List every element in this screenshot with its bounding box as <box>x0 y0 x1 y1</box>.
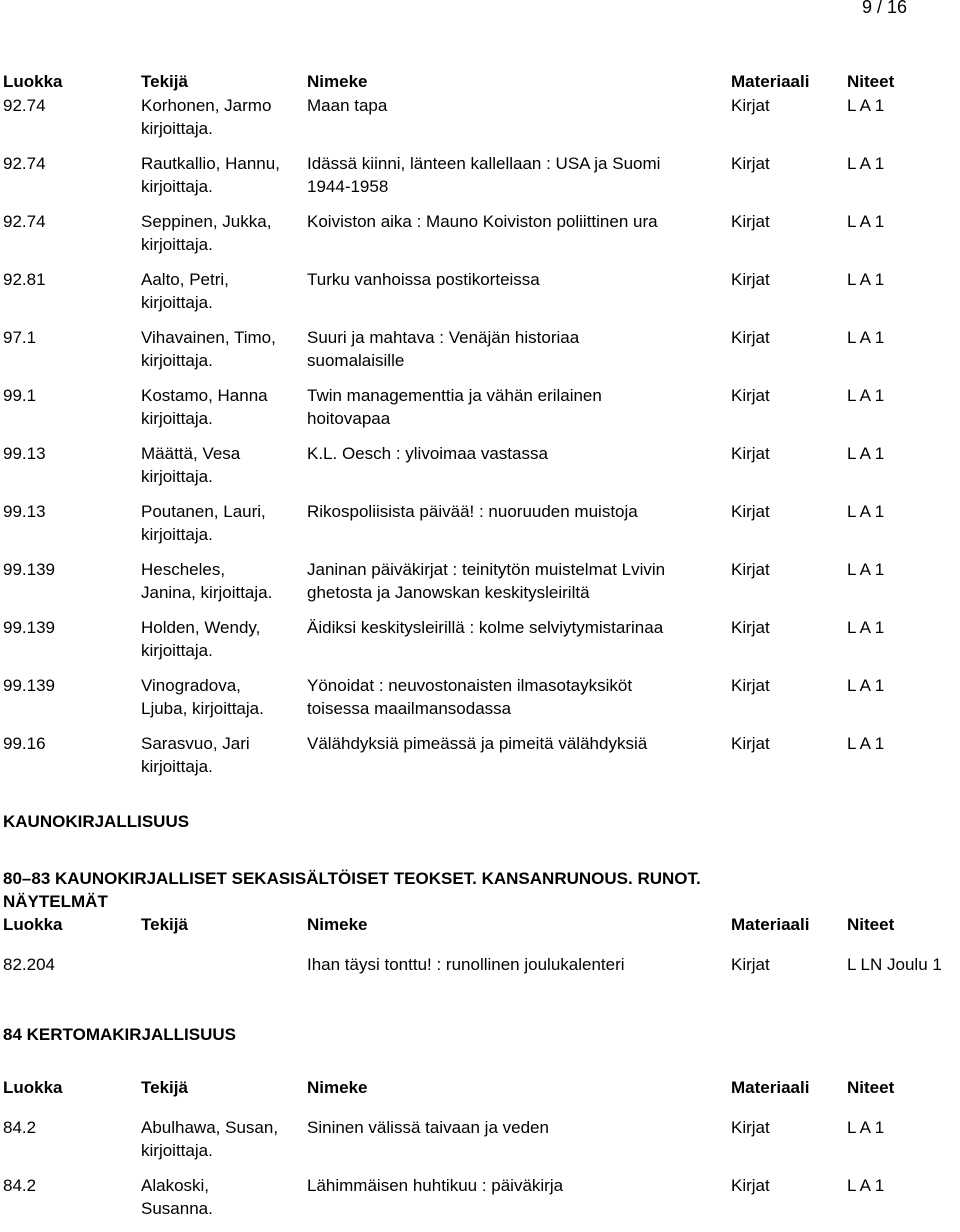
cell-tekija-tekija1: Aalto, Petri, <box>141 270 229 289</box>
cell-tekija-tekija2: kirjoittaja. <box>141 293 213 312</box>
cell-materiaali <box>731 442 847 465</box>
table-header-3 <box>3 1076 958 1100</box>
cell-materiaali-materiaali: Kirjat <box>731 270 770 289</box>
cell-tekija <box>141 268 307 314</box>
cell-tekija <box>141 94 307 140</box>
table-row <box>3 442 958 500</box>
cell-luokka <box>3 732 141 755</box>
cell-tekija-tekija1: Vinogradova, <box>141 676 241 695</box>
table-row <box>3 953 958 993</box>
cell-niteet-niteet: L LN Joulu 1 <box>847 955 942 974</box>
cell-tekija-tekija2: kirjoittaja. <box>141 119 213 138</box>
page-number: 9 / 16 <box>862 0 908 17</box>
cell-materiaali-materiaali: Kirjat <box>731 618 770 637</box>
cell-nimeke-nimeke1: Idässä kiinni, länteen kallellaan : USA ja Suomi <box>307 154 661 173</box>
cell-nimeke <box>307 268 731 291</box>
cell-nimeke-nimeke1: Turku vanhoissa postikorteissa <box>307 270 540 289</box>
cell-nimeke-nimeke2: hoitovapaa <box>307 409 391 428</box>
cell-niteet <box>847 326 958 349</box>
cell-materiaali <box>731 558 847 581</box>
cell-niteet-niteet: L A 1 <box>847 502 885 521</box>
table-row <box>3 732 958 790</box>
table-row <box>3 500 958 558</box>
cell-tekija-tekija1: Kostamo, Hanna <box>141 386 268 405</box>
cell-niteet-niteet: L A 1 <box>847 386 885 405</box>
cell-luokka-luokka: 99.13 <box>3 502 46 521</box>
cell-nimeke <box>307 1174 731 1197</box>
header-tekija: Tekijä <box>141 1078 188 1097</box>
cell-tekija-tekija1: Korhonen, Jarmo <box>141 96 272 115</box>
section-kaunokirjallisuus: KAUNOKIRJALLISUUS <box>3 812 190 831</box>
cell-nimeke <box>307 674 731 720</box>
cell-nimeke-nimeke2: suomalaisille <box>307 351 405 370</box>
cell-materiaali-materiaali: Kirjat <box>731 1176 770 1195</box>
cell-niteet-niteet: L A 1 <box>847 1176 885 1195</box>
header-nimeke: Nimeke <box>307 915 368 934</box>
cell-materiaali-materiaali: Kirjat <box>731 1118 770 1137</box>
cell-tekija <box>141 674 307 720</box>
cell-luokka <box>3 674 141 697</box>
cell-luokka-luokka: 99.13 <box>3 444 46 463</box>
cell-niteet <box>847 1174 958 1197</box>
cell-nimeke-nimeke1: Twin managementtia ja vähän erilainen <box>307 386 602 405</box>
cell-materiaali-materiaali: Kirjat <box>731 96 770 115</box>
cell-niteet-niteet: L A 1 <box>847 618 885 637</box>
cell-niteet <box>847 152 958 175</box>
cell-tekija-tekija2: kirjoittaja. <box>141 757 213 776</box>
cell-tekija-tekija1: Rautkallio, Hannu, <box>141 154 280 173</box>
cell-tekija-tekija2: kirjoittaja. <box>141 641 213 660</box>
cell-niteet <box>847 674 958 697</box>
cell-niteet <box>847 953 958 976</box>
cell-nimeke-nimeke1: Sininen välissä taivaan ja veden <box>307 1118 549 1137</box>
cell-niteet <box>847 1116 958 1139</box>
cell-luokka-luokka: 99.16 <box>3 734 46 753</box>
cell-materiaali <box>731 1174 847 1197</box>
cell-materiaali-materiaali: Kirjat <box>731 560 770 579</box>
cell-materiaali-materiaali: Kirjat <box>731 328 770 347</box>
table-row <box>3 152 958 210</box>
cell-tekija-tekija2: kirjoittaja. <box>141 467 213 486</box>
table-row <box>3 674 958 732</box>
cell-nimeke <box>307 326 731 372</box>
cell-nimeke-nimeke2: 1944-1958 <box>307 177 389 196</box>
cell-luokka <box>3 1116 141 1139</box>
cell-tekija <box>141 326 307 372</box>
cell-materiaali <box>731 732 847 755</box>
cell-nimeke <box>307 732 731 755</box>
cell-tekija-tekija1: Seppinen, Jukka, <box>141 212 272 231</box>
cell-luokka-luokka: 99.1 <box>3 386 37 405</box>
header-nimeke: Nimeke <box>307 1078 368 1097</box>
cell-tekija <box>141 210 307 256</box>
cell-luokka-luokka: 99.139 <box>3 618 55 637</box>
cell-materiaali <box>731 268 847 291</box>
cell-luokka-luokka: 92.74 <box>3 212 46 231</box>
cell-niteet <box>847 732 958 755</box>
cell-tekija-tekija2: kirjoittaja. <box>141 177 213 196</box>
cell-materiaali-materiaali: Kirjat <box>731 955 770 974</box>
cell-materiaali <box>731 210 847 233</box>
cell-luokka <box>3 1174 141 1197</box>
cell-nimeke-nimeke1: Ihan täysi tonttu! : runollinen joulukalenteri <box>307 955 625 974</box>
cell-materiaali <box>731 616 847 639</box>
table-row <box>3 326 958 384</box>
cell-niteet <box>847 268 958 291</box>
cell-luokka-luokka: 92.74 <box>3 154 46 173</box>
cell-luokka <box>3 442 141 465</box>
cell-tekija <box>141 500 307 546</box>
cell-materiaali-materiaali: Kirjat <box>731 734 770 753</box>
cell-materiaali <box>731 152 847 175</box>
cell-luokka-luokka: 97.1 <box>3 328 37 347</box>
table-row <box>3 1174 958 1232</box>
table-header <box>3 70 958 94</box>
header-materiaali: Materiaali <box>731 1078 810 1097</box>
cell-materiaali-materiaali: Kirjat <box>731 676 770 695</box>
cell-nimeke <box>307 1116 731 1139</box>
cell-materiaali-materiaali: Kirjat <box>731 212 770 231</box>
header-luokka: Luokka <box>3 915 63 934</box>
cell-nimeke-nimeke1: Rikospoliisista päivää! : nuoruuden muistoja <box>307 502 638 521</box>
cell-nimeke <box>307 152 731 198</box>
cell-luokka <box>3 152 141 175</box>
cell-luokka <box>3 326 141 349</box>
cell-tekija-tekija1: Määttä, Vesa <box>141 444 241 463</box>
cell-tekija <box>141 152 307 198</box>
cell-niteet-niteet: L A 1 <box>847 676 885 695</box>
header-nimeke: Nimeke <box>307 72 368 91</box>
cell-luokka-luokka: 84.2 <box>3 1176 37 1195</box>
cell-niteet <box>847 616 958 639</box>
cell-tekija <box>141 384 307 430</box>
cell-niteet-niteet: L A 1 <box>847 444 885 463</box>
cell-nimeke-nimeke2: ghetosta ja Janowskan keskitysleiriltä <box>307 583 590 602</box>
table-body-1 <box>3 94 958 790</box>
cell-luokka <box>3 384 141 407</box>
header-niteet: Niteet <box>847 1078 895 1097</box>
cell-luokka <box>3 500 141 523</box>
cell-nimeke <box>307 384 731 430</box>
table-body-2 <box>3 953 958 993</box>
cell-tekija-tekija1: Alakoski, <box>141 1176 210 1195</box>
cell-luokka <box>3 210 141 233</box>
cell-niteet-niteet: L A 1 <box>847 212 885 231</box>
table-header-2 <box>3 913 958 937</box>
cell-nimeke-nimeke1: Äidiksi keskitysleirillä : kolme selviytymistarinaa <box>307 618 664 637</box>
cell-tekija-tekija2: Susanna. <box>141 1199 213 1218</box>
header-materiaali: Materiaali <box>731 72 810 91</box>
cell-tekija-tekija2: kirjoittaja. <box>141 351 213 370</box>
cell-niteet-niteet: L A 1 <box>847 734 885 753</box>
cell-luokka-luokka: 84.2 <box>3 1118 37 1137</box>
cell-niteet <box>847 210 958 233</box>
cell-tekija-tekija1: Abulhawa, Susan, <box>141 1118 279 1137</box>
cell-niteet <box>847 500 958 523</box>
cell-niteet <box>847 94 958 117</box>
header-tekija: Tekijä <box>141 915 188 934</box>
cell-tekija <box>141 558 307 604</box>
cell-niteet <box>847 384 958 407</box>
section-80-83-line2: NÄYTELMÄT <box>3 892 108 911</box>
table-row <box>3 94 958 152</box>
cell-luokka-luokka: 99.139 <box>3 560 55 579</box>
cell-nimeke-nimeke1: Yönoidat : neuvostonaisten ilmasotayksiköt <box>307 676 633 695</box>
cell-tekija-tekija2: Ljuba, kirjoittaja. <box>141 699 264 718</box>
cell-nimeke <box>307 94 731 117</box>
cell-tekija-tekija2: kirjoittaja. <box>141 409 213 428</box>
cell-tekija-tekija2: kirjoittaja. <box>141 235 213 254</box>
cell-nimeke <box>307 500 731 523</box>
cell-tekija-tekija2: kirjoittaja. <box>141 1141 213 1160</box>
table-row <box>3 616 958 674</box>
cell-niteet-niteet: L A 1 <box>847 270 885 289</box>
cell-nimeke-nimeke1: K.L. Oesch : ylivoimaa vastassa <box>307 444 548 463</box>
section-84-title: 84 KERTOMAKIRJALLISUUS <box>3 1025 236 1044</box>
cell-niteet <box>847 442 958 465</box>
cell-tekija-tekija2: Janina, kirjoittaja. <box>141 583 273 602</box>
table-row <box>3 210 958 268</box>
cell-nimeke-nimeke1: Maan tapa <box>307 96 388 115</box>
cell-materiaali <box>731 1116 847 1139</box>
cell-luokka-luokka: 92.74 <box>3 96 46 115</box>
cell-luokka-luokka: 92.81 <box>3 270 46 289</box>
cell-nimeke-nimeke1: Koiviston aika : Mauno Koiviston poliittinen ura <box>307 212 658 231</box>
cell-materiaali-materiaali: Kirjat <box>731 502 770 521</box>
cell-nimeke <box>307 210 731 233</box>
cell-tekija-tekija1: Hescheles, <box>141 560 226 579</box>
cell-nimeke-nimeke1: Suuri ja mahtava : Venäjän historiaa <box>307 328 580 347</box>
cell-niteet-niteet: L A 1 <box>847 96 885 115</box>
cell-tekija <box>141 616 307 662</box>
cell-materiaali-materiaali: Kirjat <box>731 444 770 463</box>
cell-nimeke-nimeke1: Lähimmäisen huhtikuu : päiväkirja <box>307 1176 564 1195</box>
cell-materiaali <box>731 384 847 407</box>
cell-tekija-tekija1: Holden, Wendy, <box>141 618 261 637</box>
cell-tekija-tekija1: Vihavainen, Timo, <box>141 328 276 347</box>
cell-tekija <box>141 1174 307 1220</box>
cell-luokka-luokka: 82.204 <box>3 955 55 974</box>
section-80-83-line1: 80–83 KAUNOKIRJALLISET SEKASISÄLTÖISET TEOKSET. KANSANRUNOUS. RUNOT. <box>3 869 701 888</box>
cell-niteet-niteet: L A 1 <box>847 560 885 579</box>
cell-nimeke-nimeke2: toisessa maailmansodassa <box>307 699 512 718</box>
cell-luokka-luokka: 99.139 <box>3 676 55 695</box>
table-row <box>3 1116 958 1174</box>
cell-materiaali <box>731 326 847 349</box>
table-row <box>3 558 958 616</box>
cell-nimeke <box>307 442 731 465</box>
cell-luokka <box>3 953 141 976</box>
cell-niteet <box>847 558 958 581</box>
cell-nimeke <box>307 616 731 639</box>
cell-luokka <box>3 558 141 581</box>
cell-nimeke <box>307 558 731 604</box>
cell-materiaali-materiaali: Kirjat <box>731 386 770 405</box>
table-row <box>3 268 958 326</box>
cell-nimeke-nimeke1: Välähdyksiä pimeässä ja pimeitä välähdyksiä <box>307 734 648 753</box>
cell-niteet-niteet: L A 1 <box>847 328 885 347</box>
table-body-3 <box>3 1116 958 1232</box>
cell-niteet-niteet: L A 1 <box>847 154 885 173</box>
header-tekija: Tekijä <box>141 72 188 91</box>
catalog-list <box>3 70 958 1232</box>
cell-tekija-tekija1: Sarasvuo, Jari <box>141 734 250 753</box>
cell-luokka <box>3 268 141 291</box>
header-materiaali: Materiaali <box>731 915 810 934</box>
cell-tekija-tekija2: kirjoittaja. <box>141 525 213 544</box>
cell-luokka <box>3 616 141 639</box>
cell-niteet-niteet: L A 1 <box>847 1118 885 1137</box>
header-niteet: Niteet <box>847 72 895 91</box>
cell-tekija <box>141 732 307 778</box>
cell-nimeke-nimeke1: Janinan päiväkirjat : teinitytön muistelmat Lvivin <box>307 560 666 579</box>
cell-nimeke <box>307 953 731 976</box>
header-luokka: Luokka <box>3 1078 63 1097</box>
cell-tekija <box>141 442 307 488</box>
cell-materiaali <box>731 953 847 976</box>
header-niteet: Niteet <box>847 915 895 934</box>
cell-materiaali <box>731 94 847 117</box>
header-luokka: Luokka <box>3 72 63 91</box>
cell-tekija-tekija1: Poutanen, Lauri, <box>141 502 266 521</box>
cell-materiaali <box>731 674 847 697</box>
cell-materiaali-materiaali: Kirjat <box>731 154 770 173</box>
cell-luokka <box>3 94 141 117</box>
section-80-83-title <box>3 867 958 913</box>
table-row <box>3 384 958 442</box>
cell-materiaali <box>731 500 847 523</box>
cell-tekija <box>141 1116 307 1162</box>
